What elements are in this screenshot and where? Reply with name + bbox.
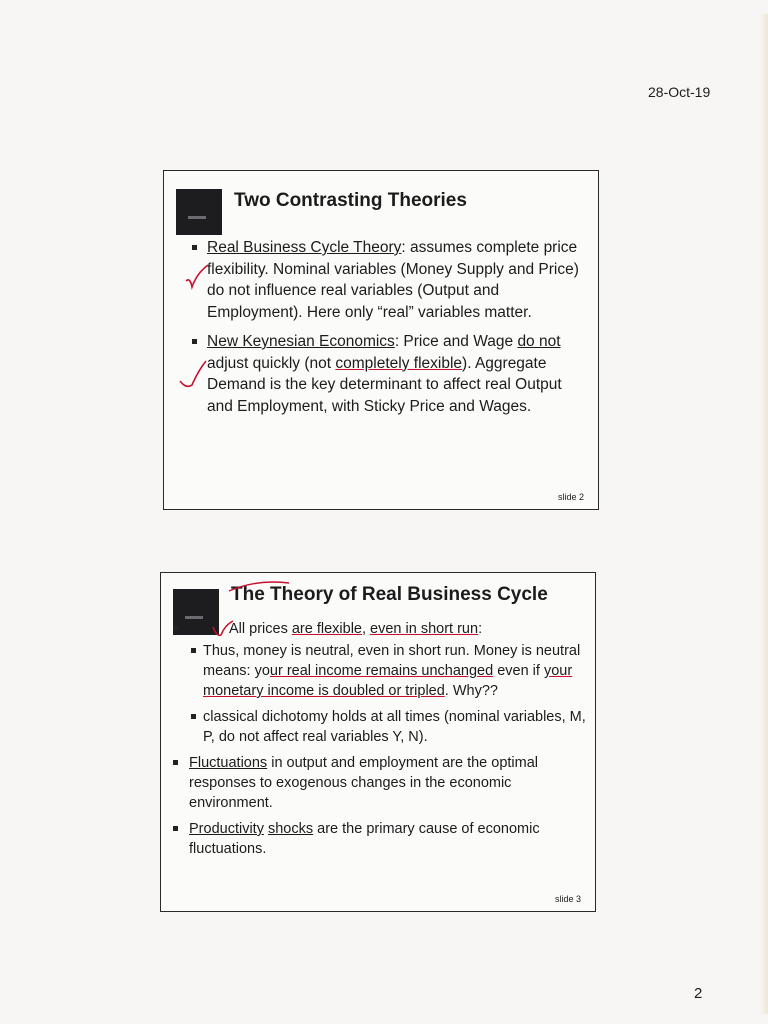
slide-logo — [176, 189, 222, 235]
bullet-term: Real Business Cycle Theory — [207, 239, 402, 256]
bullet-marker — [191, 648, 196, 653]
bullet-term: shocks — [267, 821, 314, 837]
handwritten-underline-text: your monetary income is doubled or tripled — [203, 663, 573, 699]
bullet-text: All prices — [229, 621, 292, 637]
slide-title: The Theory of Real Business Cycle — [231, 584, 548, 605]
slide-number: slide 3 — [554, 894, 581, 904]
bullet-new-keynesian — [186, 331, 582, 417]
bullet-term: Productivity — [189, 821, 264, 837]
slide-title: Two Contrasting Theories — [234, 190, 467, 211]
slide-number: slide 2 — [557, 492, 584, 502]
bullet-productivity-shocks — [167, 819, 587, 859]
page-number: 2 — [694, 985, 703, 1002]
bullet-term: Fluctuations — [189, 755, 268, 771]
bullet-text: : Price and Wage — [394, 333, 518, 350]
scan-edge-shadow — [760, 14, 768, 1014]
handwritten-underline-text: even in short run — [370, 621, 479, 637]
bullet-text: adjust quickly (not — [207, 354, 336, 372]
bullet-text: , — [361, 621, 371, 637]
bullet-list — [167, 619, 587, 865]
page-date: 28-Oct-19 — [648, 84, 711, 100]
bullet-emphasis: do not — [517, 333, 561, 350]
handwritten-underline-text: are flexible — [291, 621, 362, 637]
bullet-marker — [192, 339, 197, 344]
bullet-text: : assumes complete price flexibility. Nominal variables (Money Supply and Price) do not influence real variables (Output and Employment). Here only “real” variables matter. — [207, 239, 579, 321]
bullet-text: even if — [493, 663, 544, 679]
bullet-marker — [173, 826, 178, 831]
bullet-list — [186, 237, 582, 425]
handwritten-underline-text: ur real income remains unchanged — [269, 663, 494, 679]
bullet-real-business-cycle — [186, 237, 582, 323]
bullet-marker — [191, 714, 196, 719]
handwritten-underline-text: completely flexible — [335, 354, 463, 372]
bullet-text: are the primary cause of economic fluctuations. — [189, 821, 540, 857]
sub-bullet-list — [167, 641, 587, 747]
sub-bullet-classical-dichotomy — [167, 707, 587, 747]
bullet-fluctuations — [167, 753, 587, 813]
bullet-text: . Why?? — [444, 683, 498, 699]
slide-theory-of-real-business-cycle — [160, 572, 596, 912]
bullet-marker — [173, 626, 178, 631]
bullet-text: Thus, money is neutral, even in short run. Money is neutral means: yo — [203, 643, 581, 679]
bullet-term: New Keynesian Economics — [207, 333, 395, 350]
bullet-marker — [192, 245, 197, 250]
bullet-text: ). Aggregate Demand is the key determinant to affect real Output and Employment, with Sticky Price and Wages. — [207, 354, 562, 415]
bullet-marker — [173, 760, 178, 765]
bullet-text: : — [478, 621, 483, 637]
sub-bullet-money-neutral — [167, 641, 587, 701]
bullet-text: in output and employment are the optimal responses to exogenous changes in the economic environment. — [189, 755, 539, 811]
bullet-all-prices-flexible — [167, 619, 587, 747]
slide-two-contrasting-theories — [163, 170, 599, 510]
bullet-text: classical dichotomy holds at all times (nominal variables, M, P, do not affect real variables Y, N). — [203, 709, 586, 745]
